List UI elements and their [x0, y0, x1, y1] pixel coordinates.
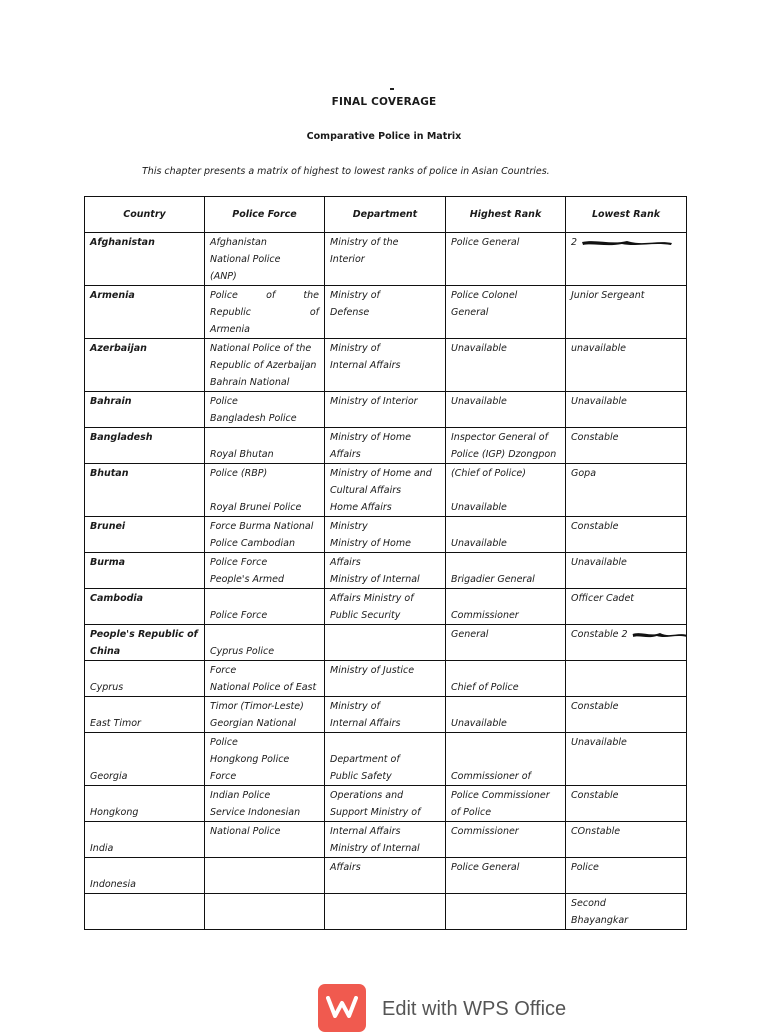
police-force-cell	[205, 233, 325, 286]
cell-line: National Police	[210, 254, 281, 265]
country-cell	[85, 392, 205, 428]
country-cell	[85, 661, 205, 697]
highest-rank-cell	[446, 428, 566, 464]
table-row	[85, 286, 687, 339]
police-force-cell	[205, 339, 325, 392]
cell-line: Bhutan	[90, 468, 129, 479]
cell-line: Public Security	[330, 610, 401, 621]
table-row	[85, 858, 687, 894]
police-force-cell	[205, 786, 325, 822]
wps-w-icon[interactable]	[318, 984, 366, 1032]
country-cell	[85, 822, 205, 858]
cell-line: Hongkong Police	[210, 754, 290, 765]
cell-line: Public Safety	[330, 771, 392, 782]
cell-line: Affairs Ministry of	[330, 593, 414, 604]
cell-line	[451, 662, 560, 679]
cell-line: 2	[571, 234, 681, 251]
highest-rank-cell	[446, 894, 566, 930]
cell-line	[330, 895, 440, 912]
cell-line: Police of the	[210, 290, 319, 301]
cell-line: Home Affairs	[330, 502, 392, 513]
cell-line: Constable 2	[571, 626, 681, 643]
department-cell	[325, 822, 446, 858]
cell-line: Defense	[330, 307, 370, 318]
cell-line: Bahrain	[90, 396, 132, 407]
cell-line: Police Force	[210, 557, 268, 568]
table-row	[85, 625, 687, 661]
cell-line: Azerbaijan	[90, 343, 147, 354]
cell-line: Indonesia	[90, 879, 136, 890]
department-cell	[325, 733, 446, 786]
cell-line: Commissioner	[451, 826, 519, 837]
cell-line: Armenia	[90, 290, 135, 301]
cell-line	[210, 590, 319, 607]
cell-line: East Timor	[90, 718, 141, 729]
header-department: Department	[325, 197, 446, 233]
cell-line: Unavailable	[571, 557, 627, 568]
department-cell	[325, 286, 446, 339]
document-subtitle: Comparative Police in Matrix	[306, 131, 462, 142]
cell-line	[210, 895, 319, 912]
country-cell	[85, 625, 205, 661]
cell-line: People's Republic of	[90, 629, 198, 640]
cell-line: Police (RBP)	[210, 468, 268, 479]
cell-line: Internal Affairs	[330, 826, 401, 837]
highest-rank-cell	[446, 553, 566, 589]
table-row	[85, 786, 687, 822]
lowest-rank-cell	[566, 733, 687, 786]
cell-line: National Police of East	[210, 682, 317, 693]
table-row	[85, 894, 687, 930]
police-force-cell	[205, 553, 325, 589]
cell-line: Bangladesh	[90, 432, 153, 443]
cell-line: Republic of	[210, 307, 319, 318]
cell-line: Support Ministry of	[330, 807, 421, 818]
country-cell	[85, 553, 205, 589]
cell-line: Police	[210, 396, 238, 407]
lowest-rank-cell	[566, 233, 687, 286]
table-row	[85, 517, 687, 553]
cell-line: Police (IGP) Dzongpon	[451, 449, 557, 460]
cell-line: Bahrain National	[210, 377, 290, 388]
police-force-cell	[205, 517, 325, 553]
cell-line: Cambodia	[90, 593, 144, 604]
police-force-cell	[205, 894, 325, 930]
cell-line	[90, 751, 199, 768]
cell-line: Cyprus Police	[210, 646, 275, 657]
country-cell	[85, 697, 205, 733]
cell-line: Police Force	[210, 610, 268, 621]
cell-line	[451, 518, 560, 535]
header-police-force: Police Force	[205, 197, 325, 233]
highest-rank-cell	[446, 697, 566, 733]
cell-line: Cyprus	[90, 682, 124, 693]
table-row	[85, 392, 687, 428]
cell-line	[451, 590, 560, 607]
cell-line: People's Armed	[210, 574, 285, 585]
header-lowest-rank: Lowest Rank	[566, 197, 687, 233]
cell-line: Unavailable	[451, 718, 507, 729]
cell-line: Police Cambodian	[210, 538, 295, 549]
lowest-rank-cell	[566, 286, 687, 339]
department-cell	[325, 428, 446, 464]
cell-line: Afghanistan	[90, 237, 155, 248]
cell-line: Ministry of Internal	[330, 574, 420, 585]
cell-line: Affairs	[330, 557, 361, 568]
department-cell	[325, 858, 446, 894]
cell-line	[90, 734, 199, 751]
department-cell	[325, 517, 446, 553]
cell-line: Timor (Timor-Leste)	[210, 701, 304, 712]
cell-line	[330, 734, 440, 751]
cell-line	[330, 626, 440, 643]
cell-line	[90, 859, 199, 876]
cell-line: Bangladesh Police	[210, 413, 297, 424]
cell-line: Ministry of Internal	[330, 843, 420, 854]
cell-line: Force	[210, 665, 237, 676]
lowest-rank-cell	[566, 822, 687, 858]
cell-line: Bhayangkar	[571, 915, 629, 926]
department-cell	[325, 464, 446, 517]
department-cell	[325, 625, 446, 661]
country-cell	[85, 286, 205, 339]
cell-line: Brunei	[90, 521, 126, 532]
lowest-rank-cell	[566, 464, 687, 517]
police-force-cell	[205, 392, 325, 428]
cell-line: General	[451, 629, 489, 640]
cell-line: unavailable	[571, 343, 626, 354]
cell-line: Commissioner	[451, 610, 519, 621]
department-cell	[325, 589, 446, 625]
country-cell	[85, 589, 205, 625]
cell-line: Police General	[451, 237, 520, 248]
country-cell	[85, 233, 205, 286]
highest-rank-cell	[446, 464, 566, 517]
header-highest-rank: Highest Rank	[446, 197, 566, 233]
cell-line: Junior Sergeant	[571, 290, 645, 301]
cell-line: Operations and	[330, 790, 404, 801]
cell-line	[210, 626, 319, 643]
lowest-rank-cell	[566, 858, 687, 894]
cell-line: Afghanistan	[210, 237, 267, 248]
cell-line	[210, 482, 319, 499]
cell-line: Gopa	[571, 468, 597, 479]
cell-line	[451, 734, 560, 751]
cell-line: Royal Bhutan	[210, 449, 274, 460]
cell-line: Department of	[330, 754, 400, 765]
cell-line	[90, 662, 199, 679]
cell-line: Royal Brunei Police	[210, 502, 302, 513]
highest-rank-cell	[446, 625, 566, 661]
lowest-rank-cell	[566, 894, 687, 930]
cell-line: (ANP)	[210, 271, 237, 282]
cell-line: Interior	[330, 254, 365, 265]
cell-line: Internal Affairs	[330, 360, 401, 371]
highest-rank-cell	[446, 392, 566, 428]
highest-rank-cell	[446, 858, 566, 894]
lowest-rank-cell	[566, 392, 687, 428]
cell-line	[451, 698, 560, 715]
cell-line: Police	[571, 862, 599, 873]
cell-line	[90, 787, 199, 804]
lowest-rank-cell	[566, 786, 687, 822]
cell-line: National Police of the	[210, 343, 312, 354]
cell-line	[210, 859, 319, 876]
cell-line: Unavailable	[451, 343, 507, 354]
cell-line: (Chief of Police)	[451, 468, 526, 479]
cell-line: Cultural Affairs	[330, 485, 402, 496]
cell-line: Unavailable	[571, 396, 627, 407]
highest-rank-cell	[446, 286, 566, 339]
highest-rank-cell	[446, 589, 566, 625]
police-rank-matrix	[84, 196, 687, 930]
highest-rank-cell	[446, 233, 566, 286]
cell-line: Ministry of	[330, 343, 380, 354]
table-row	[85, 339, 687, 392]
title-accent-mark	[390, 88, 394, 90]
country-cell	[85, 733, 205, 786]
header-country: Country	[85, 197, 205, 233]
cell-line: Georgian National	[210, 718, 297, 729]
police-force-cell	[205, 589, 325, 625]
cell-line: General	[451, 307, 489, 318]
country-cell	[85, 428, 205, 464]
cell-line: Armenia	[210, 324, 250, 335]
department-cell	[325, 786, 446, 822]
cell-line: Indian Police	[210, 790, 271, 801]
cell-line: Constable	[571, 790, 619, 801]
cell-line: Brigadier General	[451, 574, 535, 585]
cell-line: Affairs	[330, 449, 361, 460]
highest-rank-cell	[446, 661, 566, 697]
cell-line: Ministry of Home	[330, 432, 411, 443]
police-force-cell	[205, 286, 325, 339]
cell-line: China	[90, 646, 121, 657]
cell-line: Ministry of	[330, 701, 380, 712]
cell-line: COnstable	[571, 826, 621, 837]
cell-line: Chief of Police	[451, 682, 519, 693]
department-cell	[325, 392, 446, 428]
cell-line: Inspector General of	[451, 432, 548, 443]
lowest-rank-cell	[566, 661, 687, 697]
police-force-cell	[205, 661, 325, 697]
table-row	[85, 661, 687, 697]
cell-line: Ministry of the	[330, 237, 399, 248]
cell-line: Ministry	[330, 521, 368, 532]
lowest-rank-cell	[566, 517, 687, 553]
cell-line	[90, 895, 199, 912]
police-force-cell	[205, 697, 325, 733]
highest-rank-cell	[446, 517, 566, 553]
highest-rank-cell	[446, 339, 566, 392]
redaction-scribble	[581, 239, 673, 247]
highest-rank-cell	[446, 822, 566, 858]
cell-line: of Police	[451, 807, 492, 818]
cell-line: Police Commissioner	[451, 790, 550, 801]
cell-line: Hongkong	[90, 807, 139, 818]
cell-line: Service Indonesian	[210, 807, 301, 818]
cell-line	[90, 823, 199, 840]
cell-line: Commissioner of	[451, 771, 531, 782]
police-force-cell	[205, 625, 325, 661]
cell-line: Police	[210, 737, 238, 748]
table-row	[85, 697, 687, 733]
police-force-cell	[205, 858, 325, 894]
cell-line: Ministry of Interior	[330, 396, 418, 407]
department-cell	[325, 894, 446, 930]
cell-line: Second	[571, 898, 606, 909]
cell-line: Force Burma National	[210, 521, 314, 532]
wps-edit-text[interactable]: Edit with WPS Office	[382, 998, 567, 1020]
table-row	[85, 822, 687, 858]
table-row	[85, 428, 687, 464]
cell-line	[451, 751, 560, 768]
cell-line: Force	[210, 771, 237, 782]
cell-line: Burma	[90, 557, 125, 568]
cell-line: Internal Affairs	[330, 718, 401, 729]
country-cell	[85, 786, 205, 822]
document-title: FINAL COVERAGE	[331, 96, 437, 108]
table-row	[85, 553, 687, 589]
cell-line	[90, 698, 199, 715]
lowest-rank-cell	[566, 625, 687, 661]
lowest-rank-cell	[566, 589, 687, 625]
cell-line: Officer Cadet	[571, 593, 635, 604]
lowest-rank-cell	[566, 428, 687, 464]
wps-edit-banner[interactable]	[318, 984, 578, 1024]
cell-line: Unavailable	[451, 538, 507, 549]
highest-rank-cell	[446, 733, 566, 786]
cell-line	[210, 429, 319, 446]
department-cell	[325, 339, 446, 392]
police-force-cell	[205, 428, 325, 464]
country-cell	[85, 894, 205, 930]
police-force-cell	[205, 822, 325, 858]
cell-line: Ministry of Home	[330, 538, 411, 549]
cell-line: Republic of Azerbaijan	[210, 360, 317, 371]
cell-line: Ministry of	[330, 290, 380, 301]
cell-line: Unavailable	[451, 502, 507, 513]
cell-line: Unavailable	[571, 737, 627, 748]
table-row	[85, 589, 687, 625]
highest-rank-cell	[446, 786, 566, 822]
cell-line: Constable	[571, 521, 619, 532]
cell-line: Ministry of Home and	[330, 468, 432, 479]
cell-line: Constable	[571, 701, 619, 712]
cell-line: Unavailable	[451, 396, 507, 407]
country-cell	[85, 517, 205, 553]
country-cell	[85, 858, 205, 894]
table-row	[85, 733, 687, 786]
country-cell	[85, 339, 205, 392]
cell-line: National Police	[210, 826, 281, 837]
cell-line: Ministry of Justice	[330, 665, 415, 676]
redaction-scribble	[632, 631, 687, 639]
lowest-rank-cell	[566, 339, 687, 392]
cell-line: Georgia	[90, 771, 128, 782]
department-cell	[325, 697, 446, 733]
cell-line: India	[90, 843, 114, 854]
cell-line: Police Colonel	[451, 290, 518, 301]
table-body	[85, 233, 687, 930]
lowest-rank-cell	[566, 697, 687, 733]
police-force-cell	[205, 733, 325, 786]
cell-line	[451, 554, 560, 571]
cell-line: Police General	[451, 862, 520, 873]
table-header-row	[85, 197, 687, 233]
lowest-rank-cell	[566, 553, 687, 589]
department-cell	[325, 233, 446, 286]
department-cell	[325, 661, 446, 697]
wps-w-glyph	[326, 996, 358, 1018]
cell-line	[451, 895, 560, 912]
intro-paragraph: This chapter presents a matrix of highest to lowest ranks of police in Asian Countries.	[142, 166, 550, 177]
police-force-cell	[205, 464, 325, 517]
department-cell	[325, 553, 446, 589]
table-row	[85, 233, 687, 286]
country-cell	[85, 464, 205, 517]
cell-line: Constable	[571, 432, 619, 443]
table-row	[85, 464, 687, 517]
cell-line	[451, 482, 560, 499]
cell-line	[571, 662, 681, 679]
cell-line: Affairs	[330, 862, 361, 873]
